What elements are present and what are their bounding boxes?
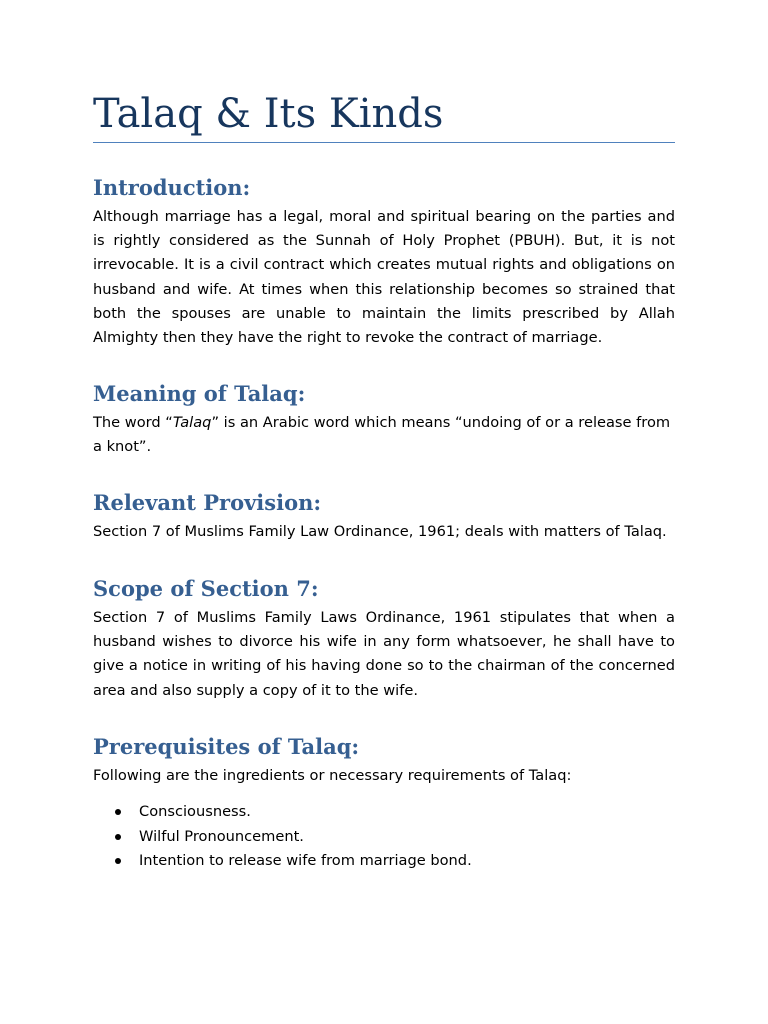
heading-introduction: Introduction:: [93, 175, 251, 200]
bullet-icon: [115, 809, 121, 815]
heading-meaning-of-talaq: Meaning of Talaq:: [93, 381, 306, 406]
meaning-text-before: The word “: [93, 414, 173, 431]
paragraph-prerequisites-of-talaq: Following are the ingredients or necessary requirements of Talaq:: [93, 767, 572, 784]
paragraph-introduction: Although marriage has a legal, moral and spiritual bearing on the parties and is rightly considered as the Sunnah of Holy Prophet (PBUH). But, it is not irrevocable. It is a civil contract which creates mutual rights and obligations on husband and wife. At times when this relationship becomes so strained that both the spouses are unable to maintain the limits prescribed by Allah Almighty then they have the right to revoke the contract of marriage.: [93, 208, 675, 347]
list-item: [93, 825, 675, 850]
list-item-text: Intention to release wife from marriage bond.: [139, 852, 472, 869]
list-item: [93, 849, 675, 874]
meaning-text-italic: Talaq: [172, 414, 212, 431]
list-item: [93, 800, 675, 825]
title-underline: [93, 142, 675, 143]
paragraph-relevant-provision: Section 7 of Muslims Family Law Ordinance, 1961; deals with matters of Talaq.: [93, 523, 667, 540]
list-item-text: Wilful Pronouncement.: [139, 827, 304, 845]
prerequisites-list: [93, 800, 675, 874]
heading-prerequisites-of-talaq: Prerequisites of Talaq:: [93, 734, 360, 759]
meaning-text-after: ” is an Arabic word which means “undoing of or a release from a knot”.: [93, 414, 671, 456]
bullet-icon: [115, 858, 121, 864]
list-item-text: Consciousness.: [139, 803, 251, 820]
paragraph-scope-of-section-7: Section 7 of Muslims Family Laws Ordinance, 1961 stipulates that when a husband wishes to divorce his wife in any form whatsoever, he shall have to give a notice in writing of his having done so to the chairman of the concerned area and also supply a copy of it to the wife.: [93, 609, 675, 699]
heading-scope-of-section-7: Scope of Section 7:: [93, 576, 319, 601]
heading-relevant-provision: Relevant Provision:: [93, 490, 322, 515]
bullet-icon: [115, 834, 121, 840]
document-title: Talaq & Its Kinds: [93, 91, 444, 137]
paragraph-meaning-of-talaq: [93, 411, 675, 459]
